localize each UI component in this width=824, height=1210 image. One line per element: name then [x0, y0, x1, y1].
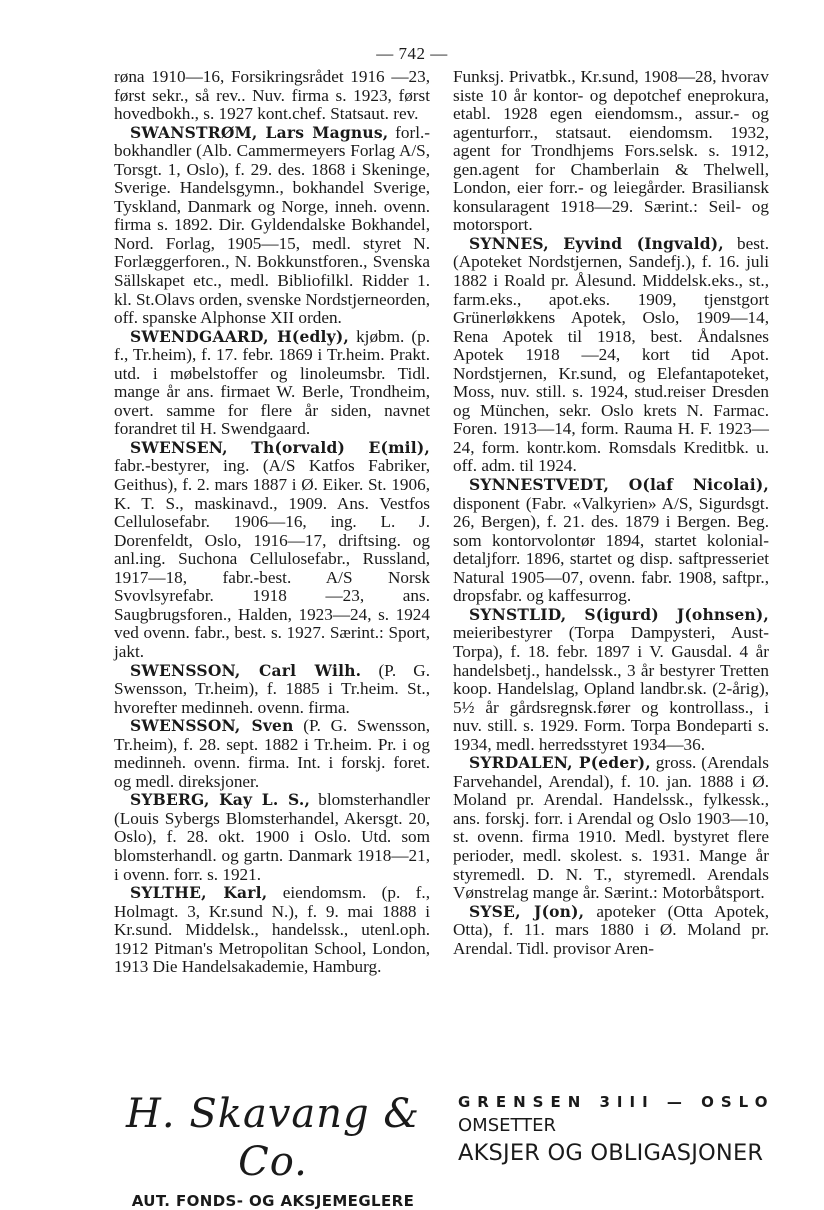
left-column [114, 68, 430, 977]
ad-offer-line: OMSETTER [458, 1115, 557, 1136]
entry-continuation [453, 68, 769, 235]
entry-text: best. (Apoteket Nordstjernen, Sandefj.), f. 16. juli 1882 i Roald pr. Ålesund. Middelsk.eks., st., farm.eks., apot.eks. 1909, tjenstgort Grünerløkkens Apotek, Oslo, 1909—14, Rena Apotek til 1918, best. Åndalsnes Apotek 1918 —24, kort tid Apot. Nordstjernen, Kr.sund, og Elefantapoteket, Moss, nuv. still. s. 1924, stud.reiser Dresden og München, sekr. Oslo krets N. Farmac. Foren. 1913—14, form. Rauma H. F. 1923—24, form. kontr.kom. Romsdals Kreditbk. u. off. adm. til 1924. [453, 233, 770, 476]
ad-offer-products: AKSJER OG OBLIGASJONER [458, 1140, 764, 1166]
biography-entry [114, 717, 430, 791]
right-column [453, 68, 769, 958]
company-logo-text: H. Skavang & Co. [126, 1091, 420, 1185]
entry-text: blomsterhandler (Louis Sybergs Blomsterhandel, Akersgt. 20, Oslo), f. 28. okt. 1900 i Oslo. Utd. som blomsterhandl. og gartn. Danmark 1918—21, i ovenn. forr. s. 1921. [114, 790, 430, 884]
entry-text: Funksj. Privatbk., Kr.sund, 1908—28, hvorav siste 10 år kontor- og depotchef eneprokura, etabl. 1928 egen eiendomsm., assur.- og agenturforr., statsaut. eiendomsm. 1932, agent for Trondhjems Fors.selsk. s. 1912, gen.agent for Chamberlain & Thelwell, London, eier forr.- og leiegårder. Brasiliansk konsularagent 1918—29. Særint.: Seil- og motorsport. [453, 67, 769, 235]
entry-text: disponent (Fabr. «Valkyrien» A/S, Sigurdsgt. 26, Bergen), f. 21. des. 1879 i Bergen. Beg. som kontorvolontør 1894, startet kolonial- detaljforr. 1896, startet og disp. saftpresseriet Natural 1905—07, ovenn. fabr. 1908, saftpr., dropsfabr. og kaffesurrog. [453, 493, 769, 606]
entry-name: SYBERG, Kay L. S., [130, 790, 311, 810]
entry-text: røna 1910—16, Forsikringsrådet 1916 —23, først sekr., så rev.. Nuv. firma s. 1923, først hovedbokh., s. 1927 kont.chef. Statsaut. rev. [114, 67, 430, 124]
biography-entry [114, 662, 430, 718]
entry-continuation [114, 68, 430, 124]
biography-entry [114, 791, 430, 884]
advertisement-right [458, 1092, 788, 1168]
entry-text: (P. G. Swensson, Tr.heim), f. 28. sept. 1882 i Tr.heim. Pr. i og medinneh. ovenn. firma. Int. i forskj. foret. og medl. direksjoner. [114, 716, 430, 791]
biography-entry [453, 235, 769, 476]
entry-text: eiendomsm. (p. f., Holmagt. 3, Kr.sund N.), f. 9. mai 1888 i Kr.sund. Middelsk., handelssk., utenl.oph. 1912 Pitman's Metropolitan School, London, 1913 Die Handelsakademie, Hamburg. [114, 883, 430, 977]
biography-entry [453, 754, 769, 902]
entry-name: SYSE, J(on), [469, 901, 585, 921]
entry-name: SWENSSON, Carl Wilh. [130, 660, 362, 680]
entry-name: SWENSSON, Sven [130, 716, 294, 736]
entry-text: meieribestyrer (Torpa Dampysteri, Aust-Torpa), f. 18. febr. 1897 i V. Gausdal. 4 år handelsbetj., handelssk., 3 år bestyrer Tretten koop. Handelslag, Opland landbr.sk. (2-årig), 5½ år gårdsregnsk.fører og kontrollass., i nuv. still. s. 1929. Form. Torpa Bondeparti s. 1934, medl. herredsstyret 1934—36. [453, 623, 769, 754]
biography-entry [453, 606, 769, 754]
entry-text: fabr.-bestyrer, ing. (A/S Katfos Fabriker, Geithus), f. 2. mars 1887 i Ø. Eiker. St. 1906, K. T. S., maskinavd., 1909. Ans. Vestfos Cellulosefabr. 1906—16, ing. L. J. Dorenfeldt, Oslo, 1916—17, driftsing. og anl.ing. Suchona Cellulosefabr., Russland, 1917—18, fabr.-best. A/S Norsk Svovlsyrefabr. 1918 —23, ans. Saugbrugsforen., Halden, 1923—24, s. 1924 ved ovenn. fabr., best. s. 1927. Særint.: Sport, jakt. [114, 456, 430, 661]
entry-text: gross. (Arendals Farvehandel, Arendal), f. 10. jan. 1888 i Ø. Moland pr. Arendal. Handelssk., fylkessk., ans. forskj. forr. i Arendal og Oslo 1903—10, st. ovenn. firma 1910. Medl. bystyret flere perioder, medl. skolest. s. 1931. Mange år styremedl. D. N. T., styremedl. Arendals Vønstrelag mange år. Særint.: Motorbåtsport. [453, 753, 769, 903]
entry-name: SYNSTLID, S(igurd) J(ohnsen), [469, 604, 769, 624]
company-tagline: AUT. FONDS- OG AKSJEMEGLERE [131, 1192, 415, 1210]
page-number: — 742 — [376, 44, 448, 63]
ad-address: GRENSEN 3III — OSLO [458, 1093, 775, 1111]
entry-name: SYNNESTVEDT, O(laf Nicolai), [469, 475, 769, 495]
entry-text: (P. G. Swensson, Tr.heim), f. 1885 i Tr.heim. St., hvorefter medinneh. ovenn. firma. [114, 660, 430, 717]
biography-entry [453, 903, 769, 959]
biography-entry [114, 328, 430, 439]
entry-name: SWENSEN, Th(orvald) E(mil), [130, 437, 430, 457]
entry-name: SYLTHE, Karl, [130, 883, 268, 903]
entry-text: apoteker (Otta Apotek, Otta), f. 11. mars 1880 i Ø. Moland pr. Arendal. Tidl. provisor Aren- [453, 901, 769, 958]
biography-entry [114, 124, 430, 328]
biography-entry [114, 439, 430, 662]
entry-name: SYRDALEN, P(eder), [469, 753, 651, 773]
biography-entry [453, 476, 769, 606]
entry-name: SYNNES, Eyvind (Ingvald), [469, 233, 724, 253]
entry-text: forl.-bokhandler (Alb. Cammermeyers Forlag A/S, Torsgt. 1, Oslo), f. 29. des. 1868 i Skeninge, Sverige. Handelsgymn., bokhandel Sverige, Tyskland, Danmark og Norge, inneh. ovenn. firma s. 1892. Dir. Gyldendalske Bokhandel, Nord. Forlag, 1905—15, medl. styret N. Forlæggerforen., N. Bokkunstforen., Svenska Sällskapet etc., medl. Bibliofilkl. Ridder 1. kl. St.Olavs orden, svenske Nordstjerneorden, off. spanske Alphonse XII orden. [114, 122, 430, 328]
entry-text: kjøbm. (p. f., Tr.heim), f. 17. febr. 1869 i Tr.heim. Prakt. utd. i møbelstoffer og linoleumsbr. Tidl. mange år ans. firmaet W. Berle, Trondheim, overt. samme for flere år siden, navnet forandret til H. Swendgaard. [114, 326, 430, 439]
advertisement-left [112, 1090, 434, 1210]
entry-name: SWANSTRØM, Lars Magnus, [130, 122, 389, 142]
biography-entry [114, 884, 430, 977]
entry-name: SWENDGAARD, H(edly), [130, 326, 349, 346]
